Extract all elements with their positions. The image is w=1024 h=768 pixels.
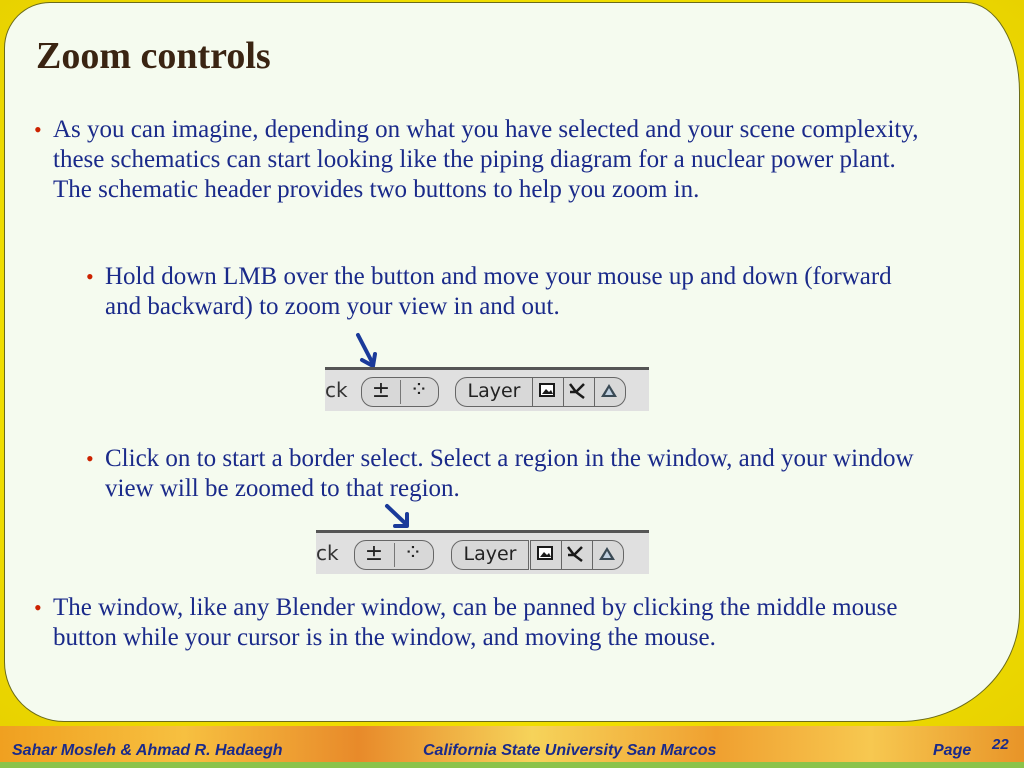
footer-page-number: 22 (992, 736, 1009, 753)
bullet-text-1: As you can imagine, depending on what you have selected and your scene complexity, these schematics can start looking like the piping diagram for a nuclear power plant. The schematic header provides two buttons to help you zoom in. (53, 116, 919, 203)
footer-strip (0, 762, 1024, 768)
toolbar-fragment-label: ck (316, 541, 339, 565)
border-zoom-button[interactable]: ⁘ (403, 541, 423, 566)
footer-institution: California State University San Marcos (423, 742, 717, 759)
schematic-header-toolbar (325, 367, 649, 411)
zoom-button-group (361, 377, 439, 407)
triangle-icon[interactable] (594, 377, 626, 407)
bullet-marker: • (34, 595, 42, 620)
bullet-marker: • (86, 446, 94, 471)
footer-authors: Sahar Mosleh & Ahmad R. Hadaegh (12, 742, 283, 759)
bullet-marker: • (86, 264, 94, 289)
bullet-text-3: Click on to start a border select. Select a region in the window, and your window view will be zoomed to that region. (105, 445, 914, 502)
footer-page-label: Page (933, 742, 972, 759)
border-zoom-button[interactable]: ⁘ (409, 378, 429, 403)
pointer-arrow-icon (354, 332, 380, 370)
triangle-icon[interactable] (592, 540, 624, 570)
zoom-button-group (354, 540, 434, 570)
zoom-in-out-button[interactable]: ± (364, 541, 384, 566)
bullet-text-4: The window, like any Blender window, can be panned by clicking the middle mouse button while your cursor is in the window, and moving the mouse. (53, 594, 898, 651)
toolbar-fragment-label: ck (325, 378, 348, 402)
slide-title: Zoom controls (36, 35, 271, 77)
zoom-in-out-button[interactable]: ± (371, 378, 391, 403)
image-icon[interactable] (532, 377, 564, 407)
layer-button[interactable]: Layer (451, 540, 529, 570)
bullet-marker: • (34, 117, 42, 142)
bullet-text-2: Hold down LMB over the button and move your mouse up and down (forward and backward) to zoom your view in and out. (105, 263, 892, 320)
node-link-icon[interactable] (563, 377, 595, 407)
layer-button[interactable]: Layer (455, 377, 533, 407)
pointer-arrow-icon (384, 502, 414, 532)
schematic-header-toolbar (316, 530, 649, 574)
image-icon[interactable] (530, 540, 562, 570)
node-link-icon[interactable] (561, 540, 593, 570)
